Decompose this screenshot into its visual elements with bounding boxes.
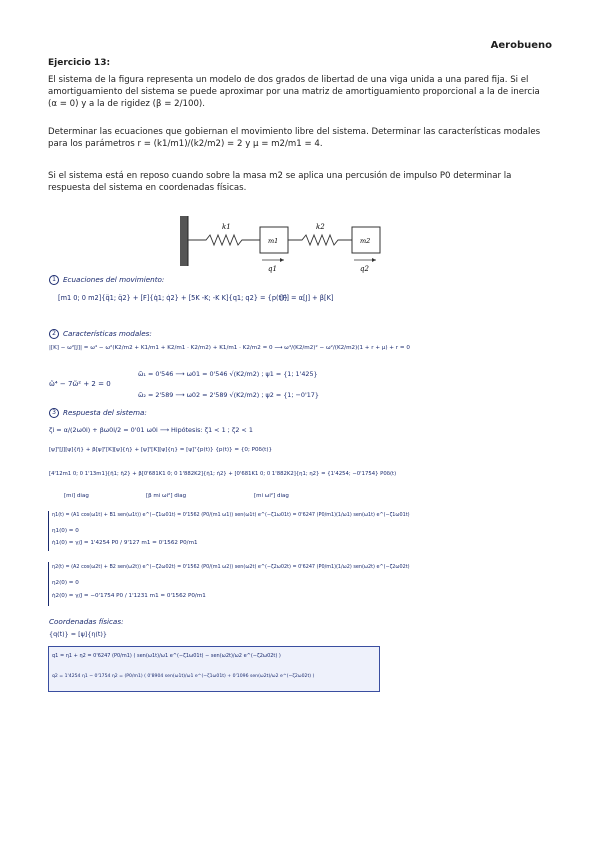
label-q2: q2 [360,265,369,273]
section-3-heading: 3 Respuesta del sistema: [49,408,147,418]
eq-mode-2: ω̃₂ = 2'589 ⟶ ω02 = 2'589 √(K2/m2) ; ψ2 = {1; −0'17} [138,391,319,399]
wall [180,216,188,266]
physical-coordinates-heading: Coordenadas físicas: [49,617,124,626]
result-q1: q1 = η1 + η2 = 0'6247 (P0/m1) ( sen(ω1t)/ω1 e^(−ζ1ω01t) − sen(ω2t)/ω2 e^(−ζ2ω02t) ) [52,653,281,659]
eq-motion: [m1 0; 0 m2]{q̈1; q̈2} + [F]{q̇1; q̇2} + [5K -K; -K K]{q1; q2} = {p(t)} [58,294,288,302]
eq-modal-projection: [ψ]ᵀ[J][ψ]{η̈} + β[ψ]ᵀ[K][ψ]{η̇} + [ψ]ᵀ[K][ψ]{η} = [ψ]ᵀ{p(t)} {p(t)} = {0; P0δ(t)} [49,447,273,453]
eta2-solution: η2(t) = (A2 cos(ω2t) + B2 sen(ω2t)) e^(−ζ2ω02t) = 0'1562 (P0/(m1 ω2)) sen(ω2t) e^(−ζ2ω02t) = 0'6247 (P0/m1)(1/ω2) sen(ω2t) e^(−ζ2ω02t) [52,564,410,570]
label-k1: k1 [222,223,231,231]
eta1-initial-velocity: η̇1(0) = γ/J = 1'4254 P0 / 9'127 m1 = 0'1562 P0/m1 [52,540,198,546]
mode-1-bracket [48,511,49,551]
spring-k1 [188,235,260,245]
eq-damping-matrix: [F] = α[J] + β[K] [280,294,334,302]
label-q1: q1 [268,265,277,273]
eta1-solution: η1(t) = (A1 cos(ω1t) + B1 sen(ω1t)) e^(−ζ1ω01t) = 0'1562 (P0/(m1 ω1)) sen(ω1t) e^(−ζ1ω01t) = 0'6247 (P0/m1)(1/ω1) sen(ω1t) e^(−ζ1ω01t) [52,512,410,518]
eq-characteristic: |[K] − ω²[J]| = ω⁴ − ω²(K2/m2 + K1/m1 + K2/m1 · K2/m2) + K1/m1 · K2/m2 = 0 ⟶ ω⁴/(K2/m2)² − ω²/(K2/m2)(1 + r + μ) + r = 0 [49,345,410,351]
eta2-initial-position: η2(0) = 0 [52,580,79,586]
eq-modal-system: [4'12m1 0; 0 1'13m1]{η̈1; η̈2} + β[0'681K1 0; 0 1'882K2]{η̇1; η̇2} + [0'681K1 0; 0 1'882K2]{η1; η2} = {1'4254; −0'1754} P0δ(t) [49,471,397,477]
label-m2: m2 [360,237,371,245]
section-1-heading: 1 Ecuaciones del movimiento: [49,275,164,285]
label-mass-diag: [mi] diag [64,493,89,499]
eta1-initial-position: η1(0) = 0 [52,528,79,534]
label-k2: k2 [316,223,325,231]
problem-statement-1: El sistema de la figura representa un modelo de dos grados de libertad de una viga unida a una pared fija. Si el amortiguamiento del sistema se puede aproximar por una matriz de amortiguamiento proporcional a la de inercia (α = 0) y a la de rigidez (β = 2/100). [48,75,540,109]
spring-mass-figure [180,212,400,274]
problem-statement-2: Determinar las ecuaciones que gobiernan el movimiento libre del sistema. Determinar las características modales para los parámetros r = (k1/m1)/(k2/m2) = 2 y μ = m2/m1 = 4. [48,127,541,149]
result-q2: q2 = 1'4254 η1 − 0'1754 η2 = (P0/m1) ( 0'8904 sen(ω1t)/ω1 e^(−ζ1ω01t) + 0'1096 sen(ω2t)/ω2 e^(−ζ2ω02t) ) [52,674,315,679]
eq-mode-1: ω̃₁ = 0'546 ⟶ ω01 = 0'546 √(K2/m2) ; ψ1 = {1; 1'425} [138,370,318,378]
section-2-heading: 2 Características modales: [49,329,152,339]
label-stiff-diag: [mi ωi²] diag [254,493,289,499]
mode-2-bracket [48,562,49,606]
eq-normalized: ω̃⁴ − 7ω̃² + 2 = 0 [49,380,111,388]
spring-k2 [288,235,352,245]
label-damp-diag: [β mi ωi²] diag [146,493,187,499]
eq-physical-transform: {q(t)} = [ψ]{η(t)} [49,630,107,638]
brand-header: Aerobueno [490,40,552,51]
label-m1: m1 [268,237,279,245]
problem-statement-3: Si el sistema está en reposo cuando sobre la masa m2 se aplica una percusión de impulso P0 determinar la respuesta del sistema en coordenadas físicas. [48,171,512,193]
eta2-initial-velocity: η̇2(0) = γ/J = −0'1754 P0 / 1'1231 m1 = 0'1562 P0/m1 [52,593,206,599]
exercise-title: Ejercicio 13: [48,58,111,68]
eq-damping-ratio: ζi = α/(2ω0i) + βω0i/2 = 0'01 ω0i ⟶ Hipótesis: ζ1 < 1 ; ζ2 < 1 [49,426,253,434]
